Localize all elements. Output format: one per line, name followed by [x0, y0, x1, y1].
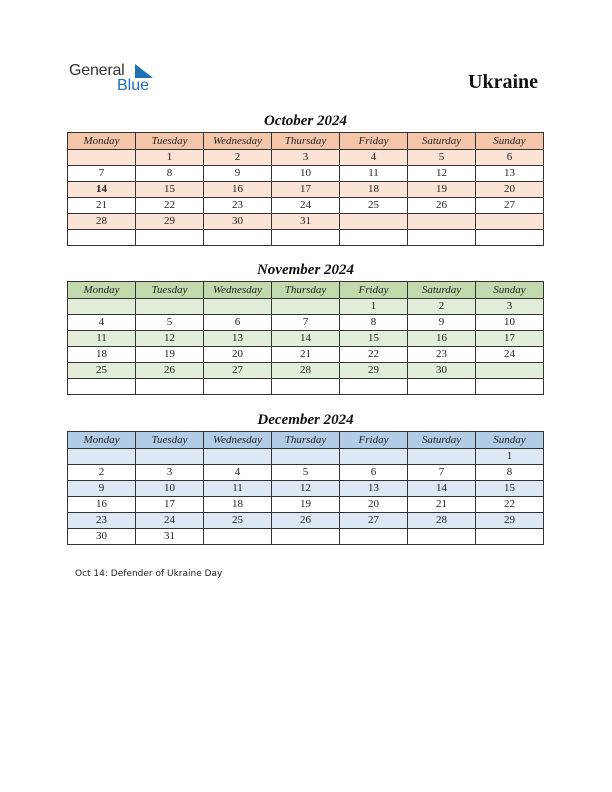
day-cell — [204, 230, 272, 246]
day-cell — [68, 379, 136, 395]
weekday-header: Monday — [68, 282, 136, 299]
day-cell: 8 — [476, 465, 544, 481]
day-cell: 24 — [136, 513, 204, 529]
day-cell — [476, 230, 544, 246]
day-cell — [68, 299, 136, 315]
day-cell: 23 — [204, 198, 272, 214]
day-cell: 22 — [340, 347, 408, 363]
month-november — [67, 260, 544, 395]
week-row — [68, 198, 544, 214]
day-cell: 13 — [340, 481, 408, 497]
month-title: November 2024 — [256, 262, 355, 278]
week-row — [68, 497, 544, 513]
day-cell: 28 — [272, 363, 340, 379]
week-row — [68, 299, 544, 315]
day-cell — [204, 299, 272, 315]
day-cell: 25 — [68, 363, 136, 379]
weekday-header: Wednesday — [204, 282, 272, 299]
day-cell: 25 — [204, 513, 272, 529]
weekday-header-row — [68, 432, 544, 449]
day-cell: 7 — [272, 315, 340, 331]
day-cell — [204, 529, 272, 545]
day-cell: 7 — [408, 465, 476, 481]
calendar-table — [67, 132, 544, 246]
day-cell: 12 — [272, 481, 340, 497]
day-cell: 24 — [476, 347, 544, 363]
day-cell — [476, 529, 544, 545]
day-cell: 2 — [408, 299, 476, 315]
holiday-note: Oct 14: Defender of Ukraine Day — [75, 569, 223, 579]
day-cell: 23 — [408, 347, 476, 363]
day-cell — [408, 529, 476, 545]
logo-triangle-icon — [135, 64, 153, 78]
day-cell: 12 — [408, 166, 476, 182]
month-october — [67, 111, 544, 246]
calendar-table — [67, 431, 544, 545]
day-cell: 13 — [204, 331, 272, 347]
day-cell: 15 — [476, 481, 544, 497]
day-cell: 23 — [68, 513, 136, 529]
day-cell — [340, 379, 408, 395]
day-cell: 27 — [204, 363, 272, 379]
day-cell: 31 — [272, 214, 340, 230]
day-cell: 5 — [408, 150, 476, 166]
day-cell — [136, 230, 204, 246]
week-row — [68, 214, 544, 230]
day-cell: 2 — [68, 465, 136, 481]
day-cell — [68, 230, 136, 246]
day-cell: 30 — [204, 214, 272, 230]
day-cell: 3 — [476, 299, 544, 315]
day-cell: 5 — [136, 315, 204, 331]
day-cell — [136, 449, 204, 465]
day-cell: 20 — [204, 347, 272, 363]
day-cell — [204, 379, 272, 395]
weekday-header: Tuesday — [136, 282, 204, 299]
day-cell — [204, 449, 272, 465]
month-title: October 2024 — [264, 113, 347, 129]
day-cell: 29 — [136, 214, 204, 230]
holiday-day-cell: 14 — [68, 182, 136, 198]
day-cell: 27 — [340, 513, 408, 529]
day-cell: 14 — [272, 331, 340, 347]
day-cell: 29 — [340, 363, 408, 379]
week-row — [68, 182, 544, 198]
weekday-header-row — [68, 133, 544, 150]
day-cell: 18 — [68, 347, 136, 363]
week-row — [68, 481, 544, 497]
day-cell: 11 — [340, 166, 408, 182]
weekday-header: Thursday — [272, 432, 340, 449]
day-cell: 17 — [136, 497, 204, 513]
day-cell — [136, 299, 204, 315]
day-cell: 26 — [408, 198, 476, 214]
day-cell: 3 — [272, 150, 340, 166]
week-row — [68, 529, 544, 545]
day-cell: 19 — [136, 347, 204, 363]
day-cell: 7 — [68, 166, 136, 182]
day-cell: 4 — [340, 150, 408, 166]
day-cell: 28 — [68, 214, 136, 230]
weekday-header: Wednesday — [204, 133, 272, 150]
day-cell: 13 — [476, 166, 544, 182]
day-cell: 1 — [136, 150, 204, 166]
week-row — [68, 230, 544, 246]
weekday-header-row — [68, 282, 544, 299]
weekday-header: Saturday — [408, 133, 476, 150]
calendar-table — [67, 281, 544, 395]
day-cell: 25 — [340, 198, 408, 214]
day-cell: 16 — [408, 331, 476, 347]
day-cell — [340, 214, 408, 230]
day-cell: 9 — [204, 166, 272, 182]
day-cell — [476, 363, 544, 379]
day-cell: 8 — [340, 315, 408, 331]
weekday-header: Saturday — [408, 282, 476, 299]
week-row — [68, 379, 544, 395]
day-cell: 21 — [408, 497, 476, 513]
day-cell: 19 — [272, 497, 340, 513]
day-cell: 19 — [408, 182, 476, 198]
day-cell: 10 — [136, 481, 204, 497]
day-cell: 22 — [136, 198, 204, 214]
day-cell: 3 — [136, 465, 204, 481]
weekday-header: Monday — [68, 432, 136, 449]
day-cell — [476, 214, 544, 230]
day-cell — [68, 150, 136, 166]
day-cell — [272, 379, 340, 395]
day-cell — [476, 379, 544, 395]
month-title: December 2024 — [257, 412, 354, 428]
weekday-header: Thursday — [272, 133, 340, 150]
day-cell: 1 — [476, 449, 544, 465]
month-december — [67, 410, 544, 545]
day-cell — [408, 449, 476, 465]
day-cell: 21 — [272, 347, 340, 363]
day-cell: 27 — [476, 198, 544, 214]
day-cell — [68, 449, 136, 465]
day-cell: 29 — [476, 513, 544, 529]
weekday-header: Sunday — [476, 133, 544, 150]
weekday-header: Saturday — [408, 432, 476, 449]
weekday-header: Thursday — [272, 282, 340, 299]
day-cell: 4 — [68, 315, 136, 331]
day-cell — [340, 230, 408, 246]
weekday-header: Friday — [340, 432, 408, 449]
logo — [69, 62, 179, 98]
day-cell: 18 — [340, 182, 408, 198]
day-cell: 9 — [68, 481, 136, 497]
week-row — [68, 513, 544, 529]
day-cell: 4 — [204, 465, 272, 481]
day-cell: 6 — [340, 465, 408, 481]
weekday-header: Wednesday — [204, 432, 272, 449]
weekday-header: Sunday — [476, 432, 544, 449]
day-cell: 9 — [408, 315, 476, 331]
day-cell: 12 — [136, 331, 204, 347]
day-cell: 6 — [204, 315, 272, 331]
day-cell: 30 — [68, 529, 136, 545]
day-cell: 20 — [476, 182, 544, 198]
day-cell — [340, 529, 408, 545]
week-row — [68, 331, 544, 347]
day-cell — [272, 449, 340, 465]
day-cell: 6 — [476, 150, 544, 166]
logo-general-text: General — [69, 62, 125, 79]
day-cell: 10 — [272, 166, 340, 182]
day-cell: 24 — [272, 198, 340, 214]
week-row — [68, 449, 544, 465]
week-row — [68, 363, 544, 379]
day-cell: 11 — [204, 481, 272, 497]
day-cell — [408, 230, 476, 246]
day-cell: 15 — [340, 331, 408, 347]
weekday-header: Sunday — [476, 282, 544, 299]
day-cell: 22 — [476, 497, 544, 513]
day-cell — [272, 529, 340, 545]
day-cell: 30 — [408, 363, 476, 379]
day-cell: 15 — [136, 182, 204, 198]
day-cell: 8 — [136, 166, 204, 182]
weekday-header: Monday — [68, 133, 136, 150]
day-cell: 11 — [68, 331, 136, 347]
day-cell — [408, 379, 476, 395]
week-row — [68, 150, 544, 166]
weekday-header: Tuesday — [136, 133, 204, 150]
day-cell: 18 — [204, 497, 272, 513]
day-cell: 26 — [136, 363, 204, 379]
day-cell: 17 — [476, 331, 544, 347]
day-cell: 16 — [68, 497, 136, 513]
day-cell: 17 — [272, 182, 340, 198]
day-cell: 10 — [476, 315, 544, 331]
weekday-header: Tuesday — [136, 432, 204, 449]
day-cell: 16 — [204, 182, 272, 198]
day-cell — [408, 214, 476, 230]
day-cell: 14 — [408, 481, 476, 497]
day-cell: 28 — [408, 513, 476, 529]
day-cell: 31 — [136, 529, 204, 545]
week-row — [68, 315, 544, 331]
day-cell — [340, 449, 408, 465]
week-row — [68, 347, 544, 363]
day-cell: 21 — [68, 198, 136, 214]
week-row — [68, 465, 544, 481]
weekday-header: Friday — [340, 282, 408, 299]
day-cell — [136, 379, 204, 395]
day-cell — [272, 230, 340, 246]
day-cell: 1 — [340, 299, 408, 315]
day-cell — [272, 299, 340, 315]
day-cell: 5 — [272, 465, 340, 481]
day-cell: 2 — [204, 150, 272, 166]
logo-blue-text: Blue — [117, 77, 150, 94]
day-cell: 26 — [272, 513, 340, 529]
country-title: Ukraine — [468, 71, 538, 93]
weekday-header: Friday — [340, 133, 408, 150]
day-cell: 20 — [340, 497, 408, 513]
week-row — [68, 166, 544, 182]
